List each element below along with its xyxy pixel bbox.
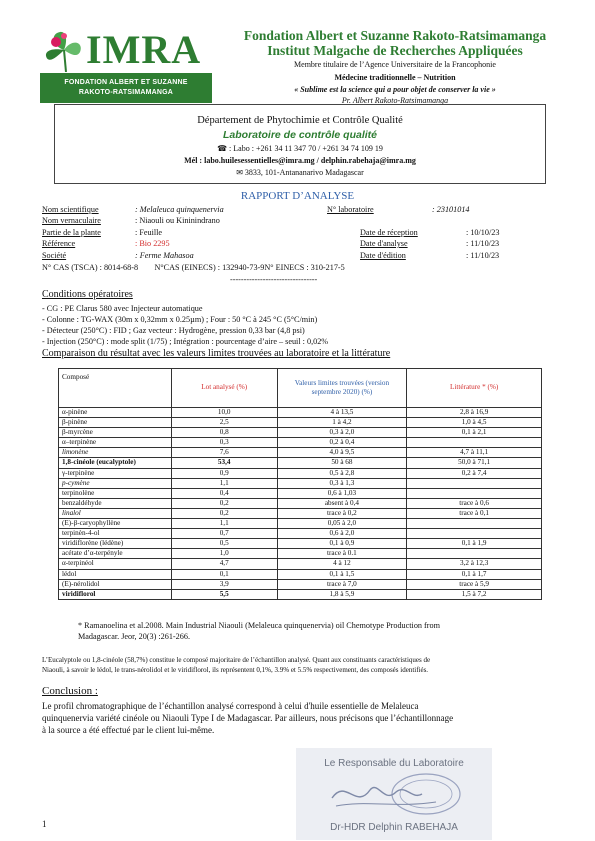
table-row: [59, 458, 542, 468]
compose-cell: lédol: [59, 569, 172, 579]
literature-cell: 0,2 à 7,4: [407, 468, 542, 478]
condition-line: - Injection (250°C) : mode split (1/75) ; Intégration : pourcentage d’aire – seuil : 0,02%: [42, 337, 329, 346]
limits-cell: 0,3 à 2,0: [277, 428, 407, 438]
literature-cell: 0,1 à 2,1: [407, 428, 542, 438]
limits-cell: trace à 0.1: [277, 549, 407, 559]
imra-logo: [40, 26, 212, 104]
field-line: Médecine traditionnelle – Nutrition: [334, 73, 456, 82]
limits-cell: trace à 0,2: [277, 508, 407, 518]
literature-cell: 1,0 à 4,5: [407, 418, 542, 428]
signature-block: [296, 748, 492, 840]
footnote-line: Madagascar. Jeor, 20(3) :261-266.: [78, 632, 190, 641]
limits-cell: trace à 7,0: [277, 579, 407, 589]
lot-cell: 3,9: [171, 579, 277, 589]
department: Département de Phytochimie et Contrôle Qualité: [197, 115, 403, 126]
literature-cell: trace à 5,9: [407, 579, 542, 589]
labno-label: N° laboratoire: [327, 205, 374, 214]
sci-value: : Melaleuca quinquenervia: [135, 205, 224, 214]
table-row: [59, 508, 542, 518]
limits-cell: 4 à 13,5: [277, 408, 407, 418]
lot-cell: 1,1: [171, 478, 277, 488]
limits-cell: 1 à 4,2: [277, 418, 407, 428]
header-literature: Littérature * (%): [407, 369, 542, 408]
literature-cell: 0,1 à 1,9: [407, 539, 542, 549]
compose-cell: β-pinène: [59, 418, 172, 428]
literature-cell: [407, 519, 542, 529]
table-row: [59, 579, 542, 589]
lot-cell: 0,2: [171, 508, 277, 518]
signature-name: Dr-HDR Delphin RABEHAJA: [330, 822, 458, 833]
condition-line: - Détecteur (250°C) : FID ; Gaz vecteur : Hydrogène, pression 0,33 bar (4,8 psi): [42, 326, 305, 335]
literature-cell: [407, 438, 542, 448]
lot-cell: 10,0: [171, 408, 277, 418]
conclusion-title: Conclusion :: [42, 685, 98, 697]
lot-cell: 4,7: [171, 559, 277, 569]
literature-cell: 1,5 à 7,2: [407, 589, 542, 599]
table-row: [59, 549, 542, 559]
table-body: [59, 408, 542, 600]
compose-cell: viridiflorène (lédène): [59, 539, 172, 549]
limits-cell: 0,5 à 2,8: [277, 468, 407, 478]
literature-cell: [407, 488, 542, 498]
lot-cell: 0,2: [171, 498, 277, 508]
limits-cell: 0,1 à 0,9: [277, 539, 407, 549]
table-row: [59, 448, 542, 458]
literature-cell: [407, 478, 542, 488]
lab-phone: ☎ : Labo : +261 34 11 347 70 / +261 34 74 109 19: [217, 144, 383, 153]
header-compose: Composé: [59, 369, 172, 408]
table-header-row: [59, 369, 542, 408]
compose-cell: α-terpinéol: [59, 559, 172, 569]
comparison-title: Comparaison du résultat avec les valeurs limites trouvées au laboratoire et la littérature: [42, 348, 391, 359]
table-row: [59, 468, 542, 478]
author-line: Pr. Albert Rakoto-Ratsimamanga: [341, 96, 449, 105]
institute-title: Institut Malgache de Recherches Appliquées: [267, 43, 523, 58]
reception-label: Date de réception: [360, 228, 418, 237]
lab-contact-box: [54, 104, 546, 184]
logo-band: FONDATION ALBERT ET SUZANNE RAKOTO-RATSIMAMANGA: [40, 73, 212, 103]
limits-cell: 0,1 à 1,5: [277, 569, 407, 579]
lot-cell: 1,1: [171, 519, 277, 529]
compose-cell: β-myrcène: [59, 428, 172, 438]
conditions-title: Conditions opératoires: [42, 289, 133, 300]
limits-cell: 4 à 12: [277, 559, 407, 569]
page-number: 1: [42, 819, 47, 829]
literature-cell: trace à 0,1: [407, 508, 542, 518]
edition-date-value: : 11/10/23: [466, 251, 500, 260]
cas-line: N° CAS (TSCA) : 8014-68-8 N°CAS (EINECS) : 132940-73-9N° EINECS : 310-217-5: [42, 263, 345, 272]
compose-cell: α-pinène: [59, 408, 172, 418]
table-row: [59, 438, 542, 448]
condition-line: - CG : PE Clarus 580 avec Injecteur automatique: [42, 304, 203, 313]
compose-cell: 1,8-cinéole (eucalyptole): [59, 458, 172, 468]
analysis-date-label: Date d'analyse: [360, 239, 408, 248]
literature-cell: [407, 549, 542, 559]
literature-cell: 50,0 à 71,1: [407, 458, 542, 468]
conclusion-line: quinquenervia variété cinéole ou Niaouli Type I de Madagascar. Par ailleurs, nous précisons que l’échantillonnage: [42, 713, 454, 723]
lot-cell: 53,4: [171, 458, 277, 468]
table-row: [59, 428, 542, 438]
limits-cell: 50 à 68: [277, 458, 407, 468]
lab-email: Mél : labo.huilesessentielles@imra.mg / delphin.rabehaja@imra.mg: [184, 156, 416, 165]
labno-value: : 23101014: [432, 205, 470, 214]
limits-cell: absent à 0,4: [277, 498, 407, 508]
compose-cell: acétate d’α-terpényle: [59, 549, 172, 559]
ref-label: Référence: [42, 239, 76, 248]
table-row: [59, 559, 542, 569]
vern-label: Nom vernaculaire: [42, 216, 101, 225]
limits-cell: 0,6 à 2,0: [277, 529, 407, 539]
compose-cell: viridiflorol: [59, 589, 172, 599]
literature-cell: trace à 0,6: [407, 498, 542, 508]
lot-cell: 0,4: [171, 488, 277, 498]
limits-cell: 0,3 à 1,3: [277, 478, 407, 488]
stamp-and-signature-icon: [326, 770, 466, 820]
compose-cell: (E)-β-caryophyllène: [59, 519, 172, 529]
literature-cell: 4,7 à 11,1: [407, 448, 542, 458]
lot-cell: 0,8: [171, 428, 277, 438]
table-row: [59, 519, 542, 529]
foundation-title: Fondation Albert et Suzanne Rakoto-Ratsimamanga: [243, 28, 547, 43]
table-row: [59, 539, 542, 549]
table-row: [59, 478, 542, 488]
signature-role: Le Responsable du Laboratoire: [324, 758, 464, 769]
compose-cell: benzaldéhyde: [59, 498, 172, 508]
analysis-date-value: : 11/10/23: [466, 239, 500, 248]
compose-cell: terpinèn-4-ol: [59, 529, 172, 539]
limits-cell: 0,05 à 2,0: [277, 519, 407, 529]
header-lot: Lot analysé (%): [171, 369, 277, 408]
compose-cell: linalol: [59, 508, 172, 518]
lot-cell: 0,1: [171, 569, 277, 579]
literature-cell: 2,8 à 16,9: [407, 408, 542, 418]
compose-cell: γ-terpinène: [59, 468, 172, 478]
table-row: [59, 488, 542, 498]
header-limits: Valeurs limites trouvées (version septembre 2020) (%): [277, 369, 407, 408]
composition-table: [58, 368, 542, 600]
lot-cell: 0,7: [171, 529, 277, 539]
part-label: Partie de la plante: [42, 228, 101, 237]
lab-name: Laboratoire de contrôle qualité: [222, 129, 378, 141]
company-label: Société: [42, 251, 67, 260]
lot-cell: 1,0: [171, 549, 277, 559]
literature-cell: 3,2 à 12,3: [407, 559, 542, 569]
conclusion-line: Le profil chromatographique de l’échantillon analysé correspond à celui d'huile essentielle de Melaleuca: [42, 701, 419, 711]
limits-cell: 0,2 à 0,4: [277, 438, 407, 448]
footnote-line: * Ramanoelina et al.2008. Main Industrial Niaouli (Melaleuca quinquenervia) oil Chemotype Production from: [78, 621, 440, 630]
table-row: [59, 569, 542, 579]
lot-cell: 2,5: [171, 418, 277, 428]
separator: --------------------------------: [230, 275, 318, 284]
limits-cell: 1,8 à 5,9: [277, 589, 407, 599]
lot-cell: 7,6: [171, 448, 277, 458]
summary-line: Niaouli, à savoir le lédol, le trans-nérolidol et le viridiflorol, ils représentent 0,1%, 3.9% et 5.5% respectivement, des composés identifiés.: [42, 666, 429, 674]
limits-cell: 4,0 à 9,5: [277, 448, 407, 458]
table-row: [59, 418, 542, 428]
member-line: Membre titulaire de l’Agence Universitaire de la Francophonie: [294, 60, 496, 69]
vern-value: : Niaouli ou Kininindrano: [135, 216, 220, 225]
compose-cell: limonène: [59, 448, 172, 458]
conclusion-line: à la source a été effectué par le client lui-même.: [42, 725, 215, 735]
lot-cell: 0,3: [171, 438, 277, 448]
company-value: : Ferme Mahasoa: [135, 251, 194, 260]
literature-cell: 0,1 à 1,7: [407, 569, 542, 579]
flower-icon: [42, 28, 86, 72]
edition-date-label: Date d'édition: [360, 251, 406, 260]
table-row: [59, 498, 542, 508]
table-row: [59, 529, 542, 539]
sci-label: Nom scientifique: [42, 205, 99, 214]
lab-address: ✉ 3833, 101-Antananarivo Madagascar: [236, 168, 364, 177]
compose-cell: α–terpinène: [59, 438, 172, 448]
lot-cell: 0,9: [171, 468, 277, 478]
summary-line: L’Eucalyptole ou 1,8-cinéole (58,7%) constitue le composé majoritaire de l’échantillon analysé. Quant aux constituants caractéristiques de: [42, 656, 431, 664]
part-value: : Feuille: [135, 228, 163, 237]
reception-value: : 10/10/23: [466, 228, 500, 237]
table-row: [59, 589, 542, 599]
literature-cell: [407, 529, 542, 539]
compose-cell: terpinolène: [59, 488, 172, 498]
limits-cell: 0,6 à 1,03: [277, 488, 407, 498]
motto-line: « Sublime est la science qui a pour objet de conserver la vie »: [294, 85, 496, 94]
compose-cell: p-cymène: [59, 478, 172, 488]
lot-cell: 0,5: [171, 539, 277, 549]
compose-cell: (E)-nérolidol: [59, 579, 172, 589]
lot-cell: 5,5: [171, 589, 277, 599]
logo-text: IMRA: [86, 27, 202, 72]
report-title: RAPPORT D’ANALYSE: [240, 190, 355, 202]
condition-line: - Colonne : TG-WAX (30m x 0,32mm x 0.25µm) ; Four : 50 °C à 245 °C (5°C/min): [42, 315, 318, 324]
table-row: [59, 408, 542, 418]
ref-value: : Bio 2295: [135, 239, 170, 248]
